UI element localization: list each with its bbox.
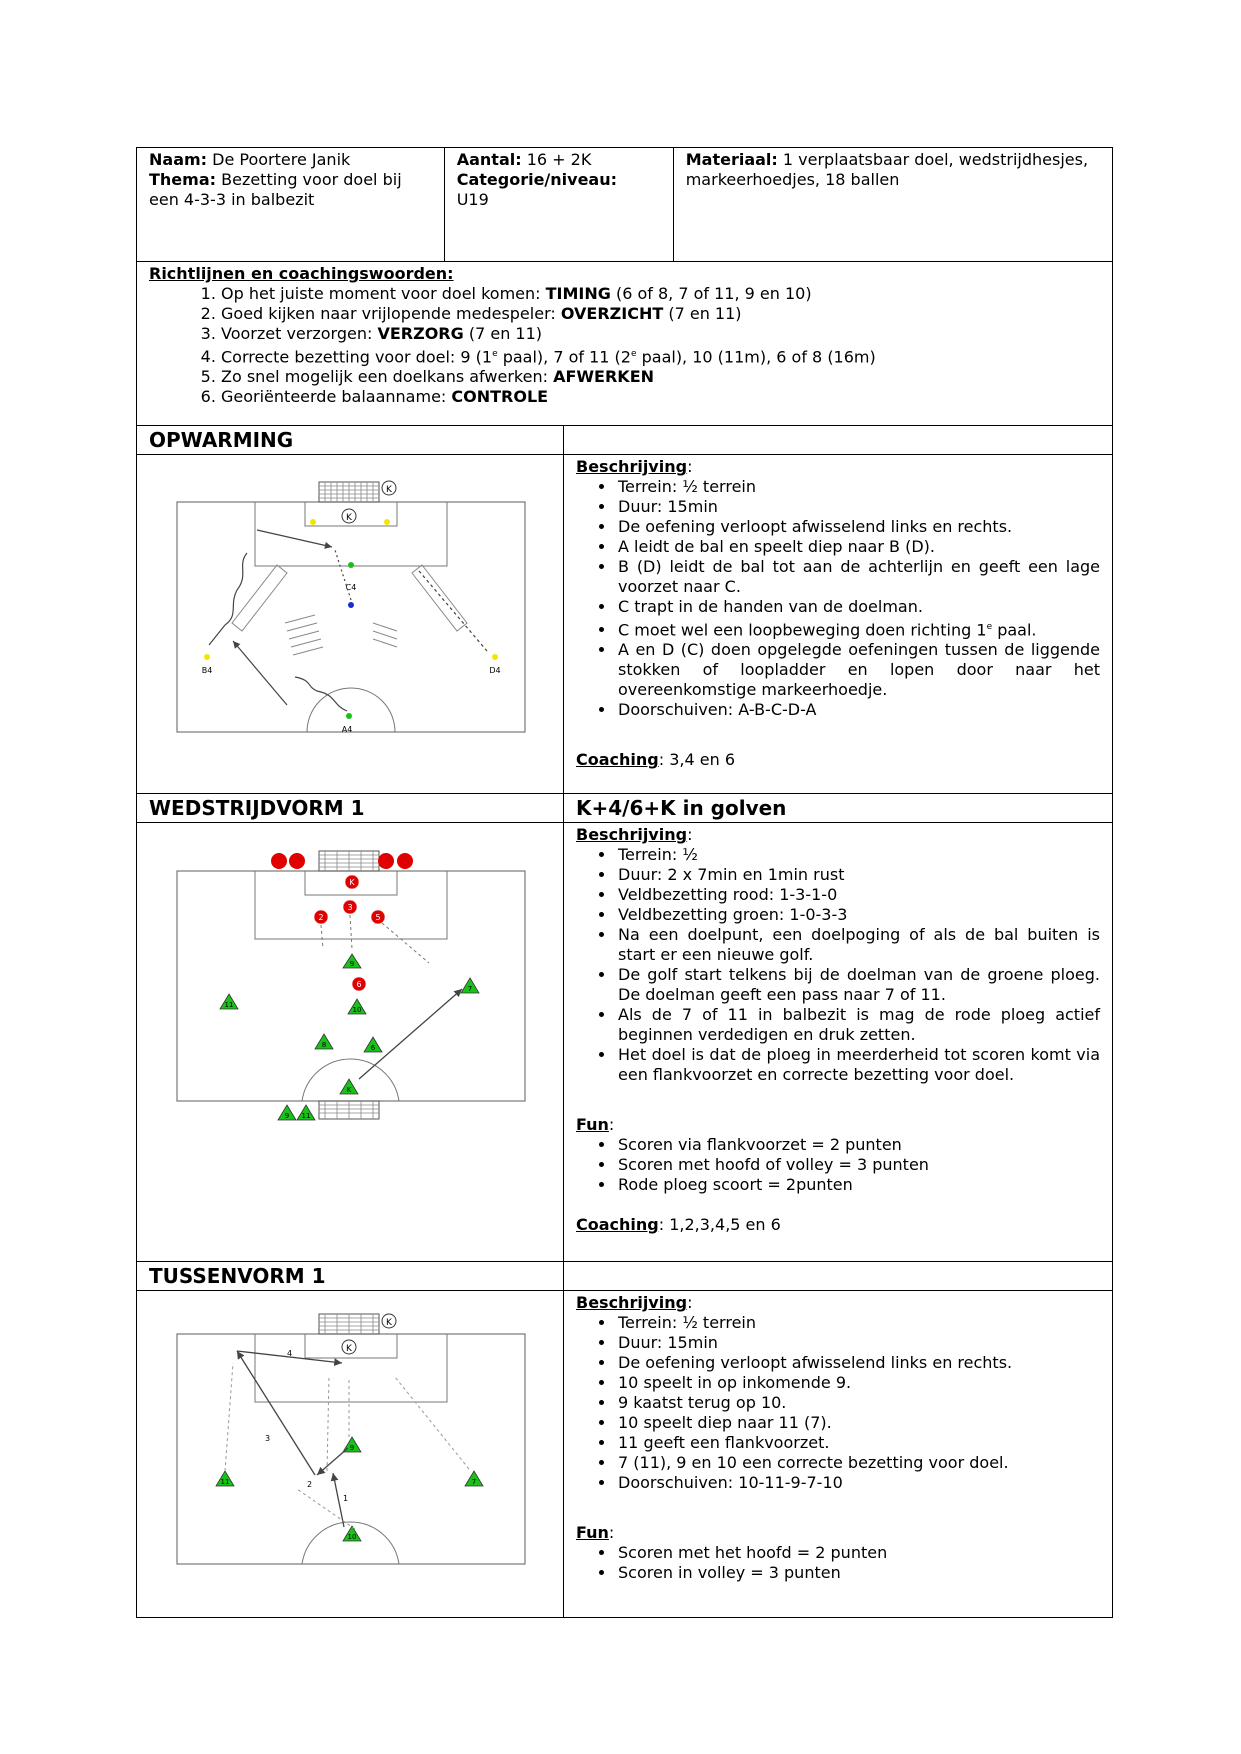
svg-text:K: K [346, 1086, 352, 1094]
aantal-label: Aantal: [456, 150, 522, 169]
svg-text:D4: D4 [489, 666, 501, 675]
svg-text:2: 2 [307, 1480, 313, 1489]
list-item: • Rode ploeg scoort = 2punten [616, 1175, 1100, 1195]
categorie-label: Categorie/niveau: [456, 170, 618, 189]
list-item: • Scoren via flankvoorzet = 2 punten [616, 1135, 1100, 1155]
list-item: • Duur: 2 x 7min en 1min rust [616, 865, 1100, 885]
wedstrijdvorm-diagram-cell [137, 823, 564, 1262]
svg-text:7: 7 [471, 1478, 477, 1486]
svg-text:K: K [346, 513, 352, 523]
fun-label: Fun [576, 1523, 609, 1542]
list-item: • 7 (11), 9 en 10 een correcte bezetting voor doel. [616, 1453, 1100, 1473]
svg-text:6: 6 [356, 980, 362, 989]
list-item: • De oefening verloopt afwisselend links en rechts. [616, 1353, 1100, 1373]
list-item: • Terrein: ½ [616, 845, 1100, 865]
tussenvorm-fun-bullets [576, 1543, 1100, 1583]
richtlijnen-list [149, 284, 1100, 407]
wedstrijdvorm-diagram [137, 823, 563, 1257]
aantal-value: 16 + 2K [521, 150, 592, 169]
richtlijn-item: 6. Georiënteerde balaanname: CONTROLE [221, 387, 1100, 407]
opwarming-right-title [564, 426, 1113, 455]
beschrijving-label: Beschrijving [576, 457, 688, 476]
beschrijving-label: Beschrijving [576, 825, 688, 844]
list-item: • Als de 7 of 11 in balbezit is mag de rode ploeg actief beginnen verdedigen en druk zetten. [616, 1005, 1100, 1045]
richtlijnen-cell [137, 262, 1113, 426]
keeper-label: K [386, 485, 392, 495]
materiaal-value: 1 verplaatsbaar doel, wedstrijdhesjes, markeerhoedjes, 18 ballen [685, 150, 1089, 189]
svg-text:4: 4 [287, 1349, 293, 1358]
svg-text:10: 10 [347, 1533, 357, 1541]
richtlijn-item: 2. Goed kijken naar vrijlopende medespeler: OVERZICHT (7 en 11) [221, 304, 1100, 324]
svg-text:C4: C4 [345, 583, 357, 592]
tussenvorm-right-title [564, 1262, 1113, 1291]
svg-text:10: 10 [352, 1006, 362, 1014]
list-item: • 9 kaatst terug op 10. [616, 1393, 1100, 1413]
list-item: • Doorschuiven: 10-11-9-7-10 [616, 1473, 1100, 1493]
list-item: • De golf start telkens bij de doelman van de groene ploeg. De doelman geeft een pass naar 7 of 11. [616, 965, 1100, 1005]
svg-text:3: 3 [347, 903, 353, 912]
svg-text:11: 11 [220, 1478, 230, 1486]
header-materiaal-cell [673, 148, 1112, 262]
svg-text:11: 11 [301, 1112, 311, 1120]
coaching-value: : 3,4 en 6 [658, 750, 735, 770]
naam-label: Naam: [149, 150, 208, 169]
list-item: • 10 speelt in op inkomende 9. [616, 1373, 1100, 1393]
materiaal-label: Materiaal: [685, 150, 778, 169]
red-keeper: K [349, 878, 355, 887]
svg-text:9: 9 [284, 1112, 290, 1120]
tussenvorm-title: TUSSENVORM 1 [137, 1262, 564, 1291]
list-item: • Duur: 15min [616, 1333, 1100, 1353]
coaching-label: Coaching [576, 750, 659, 770]
svg-text:A4: A4 [341, 725, 353, 734]
tussenvorm-diagram-cell [137, 1291, 564, 1618]
svg-text:6: 6 [370, 1044, 376, 1052]
list-item: • Scoren in volley = 3 punten [616, 1563, 1100, 1583]
wedstrijdvorm-fun-bullets [576, 1135, 1100, 1195]
svg-text:5: 5 [375, 913, 381, 922]
naam-value: De Poortere Janik [207, 150, 351, 169]
beschrijving-label: Beschrijving [576, 1293, 688, 1312]
svg-text:2: 2 [318, 913, 324, 922]
opwarming-bullets [576, 477, 1100, 720]
header-aantal-cell [444, 148, 673, 262]
list-item: • C trapt in de handen van de doelman. [616, 597, 1100, 617]
richtlijn-item: 5. Zo snel mogelijk een doelkans afwerken: AFWERKEN [221, 367, 1100, 387]
richtlijn-item: 4. Correcte bezetting voor doel: 9 (1e paal), 7 of 11 (2e paal), 10 (11m), 6 of 8 (16m) [221, 344, 1100, 367]
list-item: • Scoren met het hoofd = 2 punten [616, 1543, 1100, 1563]
coaching-value: : 1,2,3,4,5 en 6 [658, 1215, 781, 1234]
list-item: • Veldbezetting groen: 1-0-3-3 [616, 905, 1100, 925]
svg-text:B4: B4 [201, 666, 213, 675]
tussenvorm-bullets [576, 1313, 1100, 1493]
tussenvorm-diagram [137, 1291, 563, 1613]
wedstrijdvorm-text-cell: Beschrijving: • Terrein: ½ • Duur: 2 x 7min en 1min rust • Veldbezetting rood: 1-3-1-0 • Veldbezetting groen: 1-0-3-3 • Na een doelpunt, een doelpoging of als de bal buiten is start er een nieuwe golf. • De golf start telkens bij de doelman van de groene ploeg. De doelman geeft een pass naar 7 of 11. • Als de 7 of 11 in balbezit is mag de rode ploeg actief beginnen verdedigen en druk zetten. • Het doel is dat de ploeg in meerderheid tot scoren komt via een flankvoorzet en correcte bezetting voor doel. Fun: • Scoren via flankvoorzet = 2 punten • Scoren met hoofd of volley = 3 punten • Rode ploeg scoort = 2punten Coaching: 1,2,3,4,5 en 6 [564, 823, 1113, 1262]
list-item: • C moet wel een loopbeweging doen richting 1e paal. [616, 617, 1100, 640]
svg-text:11: 11 [224, 1001, 234, 1009]
richtlijn-item: 3. Voorzet verzorgen: VERZORG (7 en 11) [221, 324, 1100, 344]
svg-text:9: 9 [349, 960, 355, 968]
wedstrijdvorm-bullets [576, 845, 1100, 1085]
tussenvorm-text-cell: Beschrijving: • Terrein: ½ terrein • Duur: 15min • De oefening verloopt afwisselend links en rechts. • 10 speelt in op inkomende 9. • 9 kaatst terug op 10. • 10 speelt diep naar 11 (7). • 11 geeft een flankvoorzet. • 7 (11), 9 en 10 een correcte bezetting voor doel. • Doorschuiven: 10-11-9-7-10 Fun: • Scoren met het hoofd = 2 punten • Scoren in volley = 3 punten [564, 1291, 1113, 1618]
list-item: • A leidt de bal en speelt diep naar B (D). [616, 537, 1100, 557]
opwarming-title: OPWARMING [137, 426, 564, 455]
fun-label: Fun [576, 1115, 609, 1134]
svg-text:3: 3 [265, 1434, 271, 1443]
richtlijn-item: 1. Op het juiste moment voor doel komen: TIMING (6 of 8, 7 of 11, 9 en 10) [221, 284, 1100, 304]
list-item: • Terrein: ½ terrein [616, 477, 1100, 497]
list-item: • Duur: 15min [616, 497, 1100, 517]
list-item: • Doorschuiven: A-B-C-D-A [616, 700, 1100, 720]
coaching-label: Coaching [576, 1215, 659, 1234]
svg-text:9: 9 [349, 1444, 355, 1452]
list-item: • Scoren met hoofd of volley = 3 punten [616, 1155, 1100, 1175]
thema-label: Thema: [149, 170, 217, 189]
svg-text:K: K [346, 1344, 352, 1354]
list-item: • B (D) leidt de bal tot aan de achterlijn en geeft een lage voorzet naar C. [616, 557, 1100, 597]
opwarming-text-cell: Beschrijving: • Terrein: ½ terrein • Duur: 15min • De oefening verloopt afwisselend links en rechts. • A leidt de bal en speelt diep naar B (D). • B (D) leidt de bal tot aan de achterlijn en geeft een lage voorzet naar C. • C trapt in de handen van de doelman. • C moet wel een loopbeweging doen richting 1e paal. • A en D (C) doen opgelegde oefeningen tussen de liggende stokken of loopladder en lopen door naar het overeenkomstige markeerhoedje. • Doorschuiven: A-B-C-D-A Coaching: 3,4 en 6 [564, 455, 1113, 794]
header-naam-cell [137, 148, 445, 262]
list-item: • De oefening verloopt afwisselend links en rechts. [616, 517, 1100, 537]
list-item: • Na een doelpunt, een doelpoging of als de bal buiten is start er een nieuwe golf. [616, 925, 1100, 965]
document-table [136, 147, 1113, 1618]
wedstrijdvorm-title: WEDSTRIJDVORM 1 [137, 794, 564, 823]
opwarming-diagram [137, 455, 563, 789]
list-item: • Het doel is dat de ploeg in meerderheid tot scoren komt via een flankvoorzet en correcte bezetting voor doel. [616, 1045, 1100, 1085]
opwarming-diagram-cell [137, 455, 564, 794]
svg-text:7: 7 [467, 985, 473, 993]
wedstrijdvorm-right-title: K+4/6+K in golven [564, 794, 1113, 823]
richtlijnen-title: Richtlijnen en coachingswoorden: [149, 264, 454, 283]
list-item: • A en D (C) doen opgelegde oefeningen tussen de liggende stokken of loopladder en lopen door naar het overeenkomstige markeerhoedje. [616, 640, 1100, 700]
thema-value: Bezetting voor doel bij een 4-3-3 in balbezit [149, 170, 402, 209]
svg-text:K: K [386, 1318, 392, 1328]
svg-text:1: 1 [343, 1494, 349, 1503]
svg-text:8: 8 [321, 1041, 327, 1049]
categorie-value: U19 [456, 190, 489, 209]
list-item: • 11 geeft een flankvoorzet. [616, 1433, 1100, 1453]
list-item: • Veldbezetting rood: 1-3-1-0 [616, 885, 1100, 905]
list-item: • Terrein: ½ terrein [616, 1313, 1100, 1333]
list-item: • 10 speelt diep naar 11 (7). [616, 1413, 1100, 1433]
